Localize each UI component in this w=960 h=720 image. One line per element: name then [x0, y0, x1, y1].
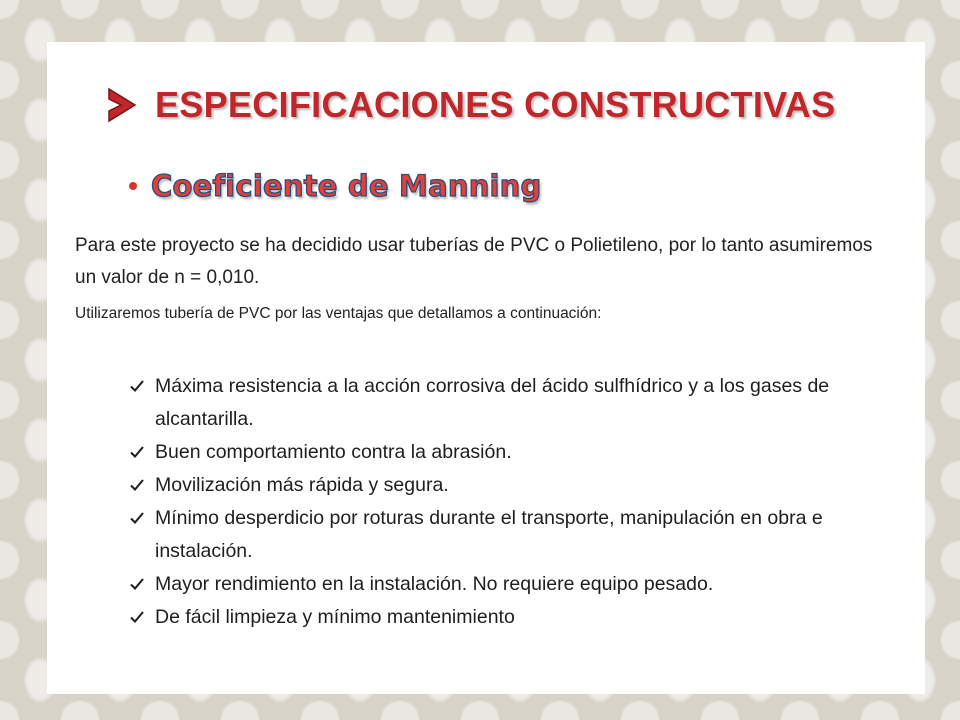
- page-title: ESPECIFICACIONES CONSTRUCTIVAS: [155, 84, 836, 125]
- list-item: [129, 601, 909, 634]
- list-item: [129, 370, 909, 436]
- list-item: [129, 568, 909, 601]
- section-subtitle: Coeficiente de Manning: [151, 169, 542, 203]
- list-item: [129, 502, 909, 568]
- list-item-text: Buen comportamiento contra la abrasión.: [155, 441, 512, 463]
- list-item-text: Mínimo desperdicio por roturas durante el transporte, manipulación en obra e instalación.: [155, 507, 823, 562]
- checkmark-icon: [129, 477, 145, 493]
- list-item: [129, 469, 909, 502]
- slide-canvas: [47, 42, 925, 694]
- list-item-text: Mayor rendimiento en la instalación. No requiere equipo pesado.: [155, 573, 714, 595]
- checkmark-icon: [129, 444, 145, 460]
- bullet-dot-icon: [129, 182, 137, 190]
- advantages-list: [129, 370, 909, 634]
- checkmark-icon: [129, 378, 145, 394]
- list-item-text: Movilización más rápida y segura.: [155, 474, 449, 496]
- subtitle-row: [129, 166, 542, 206]
- list-item: [129, 436, 909, 469]
- checkmark-icon: [129, 609, 145, 625]
- advantages-intro: Utilizaremos tubería de PVC por las ventajas que detallamos a continuación:: [75, 305, 602, 322]
- checkmark-icon: [129, 510, 145, 526]
- intro-paragraph: Para este proyecto se ha decidido usar tuberías de PVC o Polietileno, por lo tanto asumiremos un valor de n = 0,010.: [75, 235, 873, 288]
- title-row: [105, 80, 835, 130]
- list-item-text: De fácil limpieza y mínimo mantenimiento: [155, 606, 515, 628]
- arrow-right-icon: [105, 87, 139, 123]
- checkmark-icon: [129, 576, 145, 592]
- list-item-text: Máxima resistencia a la acción corrosiva del ácido sulfhídrico y a los gases de alcantarilla.: [155, 375, 830, 430]
